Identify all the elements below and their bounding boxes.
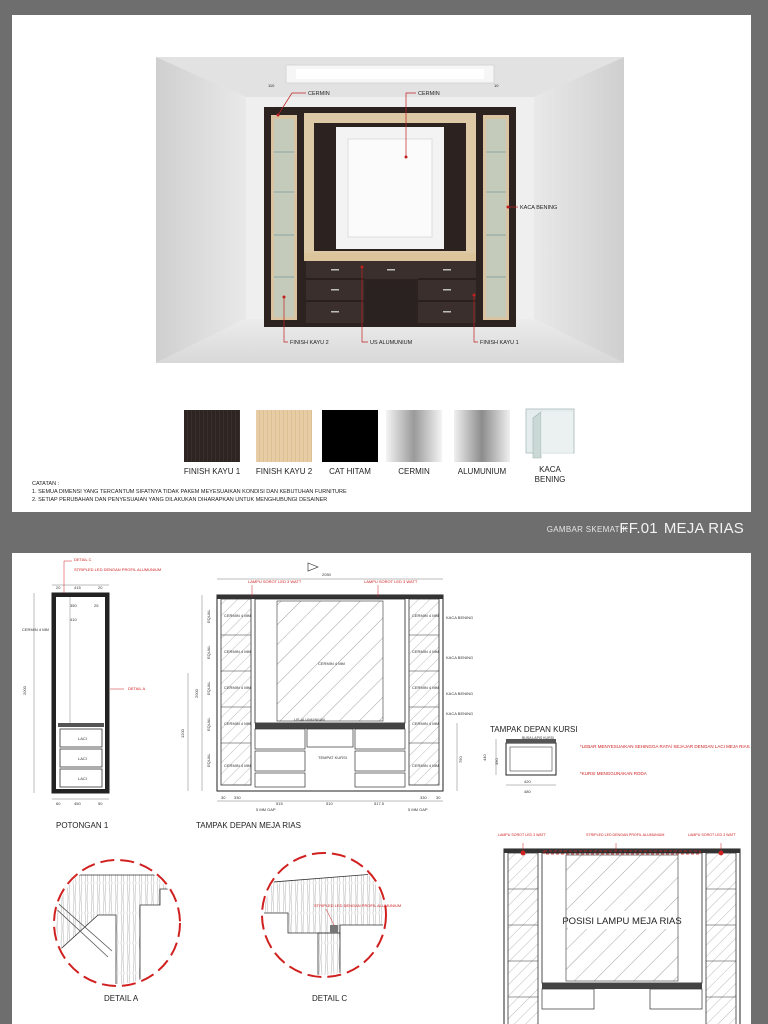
- swatch-label: FINISH KAYU 2: [255, 467, 313, 476]
- note-item: 1. SEMUA DIMENSI YANG TERCANTUM SIFATNYA TIDAK PAKEM MEYESUAIKAN KONDISI DAN KEBUTUHAN FURNITURE: [32, 489, 347, 495]
- kaca-bening-label: KACA BENING: [446, 691, 474, 696]
- furniture-render: [156, 57, 624, 363]
- us-alumunium-label: US ALUMUNIUM: [294, 717, 325, 722]
- dim-top: 415: [74, 585, 81, 590]
- kursi-dim: 390: [494, 758, 499, 765]
- lampu-right-callout: LAMPU SOROT LED 3 WATT: [364, 579, 418, 584]
- label-finish-kayu-2: FINISH KAYU 2: [290, 340, 329, 346]
- dim-label-left: 110: [268, 83, 275, 88]
- swatch-finish-kayu-1: [181, 410, 243, 477]
- label-us-aluminium: US ALUMUNIUM: [370, 340, 413, 346]
- lamp-position-drawing: [498, 833, 740, 1024]
- posisi-lampu-caption: POSISI LAMPU MEJA RIAS: [562, 916, 682, 927]
- cermin-side-label: CERMIN 4 MM: [412, 685, 439, 690]
- dim-mid: 1200: [180, 729, 185, 738]
- lampu-right-callout: LAMPU SOROT LED 3 WATT: [688, 833, 736, 837]
- gap-right-label: 5 MM GAP: [408, 807, 428, 812]
- glass-swatch-icon: [522, 408, 578, 460]
- cermin-side-label: CERMIN 4 MM: [224, 613, 251, 618]
- caption-tampak-kursi: TAMPAK DEPAN KURSI: [490, 725, 578, 734]
- dim-inner: 350: [70, 603, 77, 608]
- cermin-side-label: CERMIN 4 MM: [224, 763, 251, 768]
- dim-bottom: 50: [98, 801, 103, 806]
- dim-inner: 410: [70, 617, 77, 622]
- swatch-color: [454, 410, 510, 462]
- technical-drawing: [12, 553, 751, 1024]
- laci-label: LACI: [78, 776, 87, 781]
- busa-label: BUSA LAPIS KURSI: [522, 736, 554, 740]
- band-name: MEJA RIAS: [663, 520, 744, 537]
- swatch-label: CERMIN: [398, 467, 430, 476]
- dim-low: 750: [458, 756, 463, 763]
- title-band: [0, 512, 768, 553]
- swatch-alumunium: [451, 410, 513, 477]
- cermin-side-label: CERMIN 4 MM: [412, 613, 439, 618]
- kaca-bening-label: KACA BENING: [446, 655, 474, 660]
- bottom-dim: 30: [221, 795, 226, 800]
- swatch-label: FINISH KAYU 1: [183, 467, 241, 476]
- tempat-kursi-label: TEMPAT KURSI: [318, 755, 347, 760]
- swatch-label: ALUMUNIUM: [457, 467, 507, 476]
- side-dim: EQUAL: [206, 681, 211, 695]
- caption-tampak-depan: TAMPAK DEPAN MEJA RIAS: [196, 821, 301, 830]
- side-dim: EQUAL: [206, 609, 211, 623]
- bottom-dim: 330: [420, 795, 427, 800]
- laci-label: LACI: [78, 736, 87, 741]
- dim-label-right: 10: [494, 83, 499, 88]
- lampu-left-callout: LAMPU SOROT LED 3 WATT: [248, 579, 302, 584]
- cermin-label: CERMIN 4 MM: [22, 627, 49, 632]
- cermin-side-label: CERMIN 4 MM: [412, 763, 439, 768]
- kursi-note-2: *KURSI MENGGUNAKAN RODA: [580, 771, 647, 776]
- strip-led-callout: STRIPLED LED DENGAN PROFIL ALUMUNIUM: [586, 833, 665, 837]
- cermin-side-label: CERMIN 4 MM: [412, 721, 439, 726]
- cermin-center-label: CERMIN 4 MM: [318, 661, 345, 666]
- dim-bottom: 450: [74, 801, 81, 806]
- kursi-dim: 480: [524, 789, 531, 794]
- band-subtitle: GAMBAR SKEMATIK: [546, 525, 628, 534]
- caption-detail-c: DETAIL C: [312, 994, 348, 1003]
- schematic-sheet-render: [12, 15, 751, 512]
- detail-c-note: STRIPLED LED DENGAN PROFIL ALUMUNIUM: [314, 903, 402, 908]
- kursi-dim: 420: [524, 779, 531, 784]
- bottom-dim: 330: [234, 795, 241, 800]
- label-finish-kayu-1: FINISH KAYU 1: [480, 340, 519, 346]
- cermin-side-label: CERMIN 4 MM: [224, 721, 251, 726]
- swatch-label: CAT HITAM: [329, 467, 371, 476]
- swatch-kaca-bening: [519, 408, 581, 485]
- schematic-sheet-drawings: [12, 553, 751, 1024]
- side-dim: EQUAL: [206, 753, 211, 767]
- laci-label: LACI: [78, 756, 87, 761]
- dim-top: 20: [98, 585, 103, 590]
- bottom-dim: 515: [276, 801, 283, 806]
- side-dim: EQUAL: [206, 717, 211, 731]
- swatch-finish-kayu-2: [253, 410, 315, 477]
- dim-inner: 25: [94, 603, 99, 608]
- dim-height: 2000: [22, 686, 27, 695]
- swatch-color: [322, 410, 378, 462]
- front-elevation: [180, 563, 473, 812]
- kaca-bening-label: KACA BENING: [446, 615, 474, 620]
- detail-a-drawing: [52, 860, 190, 993]
- caption-detail-a: DETAIL A: [104, 994, 139, 1003]
- swatch-label: KACA BENING: [534, 465, 566, 484]
- band-title: [619, 520, 744, 537]
- bottom-dim: 30: [436, 795, 441, 800]
- detail-a-callout: DETAIL A: [128, 686, 146, 691]
- caption-potongan: POTONGAN 1: [56, 821, 109, 830]
- kursi-note-1: *LEBAR MENYESUAIKAN SEHINGGA RATA/ SEJAJAR DENGAN LACI MEJA RIAS: [580, 744, 750, 749]
- kaca-bening-label: KACA BENING: [446, 711, 474, 716]
- gap-left-label: 5 MM GAP: [256, 807, 276, 812]
- notes-heading: CATATAN :: [32, 481, 60, 487]
- label-kaca-bening: KACA BENING: [520, 205, 558, 211]
- swatch-cat-hitam: [319, 410, 381, 477]
- label-cermin-center: CERMIN: [418, 91, 440, 97]
- lampu-left-callout: LAMPU SOROT LED 3 WATT: [498, 833, 546, 837]
- detail-c-callout: DETAIL C: [74, 557, 92, 562]
- dim-height: 2000: [194, 689, 199, 698]
- cermin-side-label: CERMIN 4 MM: [224, 649, 251, 654]
- bottom-dim: 510: [326, 801, 333, 806]
- swatch-color: [386, 410, 442, 462]
- dim-top: 20: [56, 585, 61, 590]
- detail-c-drawing: [260, 853, 401, 993]
- strip-led-callout: STRIPLED LED DENGAN PROFIL ALUMUNIUM: [74, 567, 162, 572]
- swatch-color: [256, 410, 312, 462]
- notes-block: [32, 480, 347, 504]
- dim-bottom: 60: [56, 801, 61, 806]
- label-cermin-left: CERMIN: [308, 91, 330, 97]
- note-item: 2. SETIAP PERUBAHAN DAN PENYESUAIAN YANG DILAKUKAN DIHARAPKAN UNTUK MENGHUBUNGI DESAINER: [32, 497, 328, 503]
- kursi-dim: 440: [482, 754, 487, 761]
- side-dim: EQUAL: [206, 645, 211, 659]
- band-code: FF.01: [619, 520, 658, 537]
- chair-front-view: [482, 736, 750, 794]
- swatch-cermin: [383, 410, 445, 477]
- section-potongan: [22, 557, 161, 806]
- cermin-side-label: CERMIN 4 MM: [224, 685, 251, 690]
- swatch-color: [184, 410, 240, 462]
- dim-overall-width: 2050: [322, 572, 331, 577]
- bottom-dim: 517.5: [374, 801, 385, 806]
- cermin-side-label: CERMIN 4 MM: [412, 649, 439, 654]
